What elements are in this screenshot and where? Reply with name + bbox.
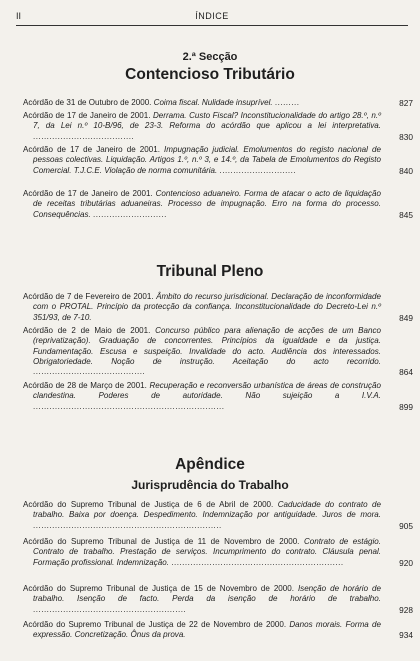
entry-page: 840 — [399, 165, 413, 176]
page-number: II — [16, 11, 22, 21]
index-entry: Acórdão de 2 de Maio de 2001. Concurso público para alienação de acções de um Banco (reprivatização). Graduação de concorrentes. Princípios da igualdade e da justiça. Fundamentação. Escusa e suspeição. Invalidade do acto. Audiência dos interessados. Obrigatoriedade. Noção de instrução. Aceitação do acto recorrido. ......................................... 864 — [23, 326, 413, 378]
section-title: Tribunal Pleno — [156, 263, 264, 280]
entry-page: 905 — [399, 520, 413, 531]
index-entry: Acórdão de 17 de Janeiro de 2001. Contencioso aduaneiro. Forma de atacar o acto de liquidação de receitas tributárias aduaneiras. Processo de impugnação. Erro na forma do processo. Consequências. ........................... 845 — [23, 189, 413, 220]
section-title: Contencioso Tributário — [125, 66, 295, 83]
entry-page: 845 — [399, 209, 413, 220]
entry-page: 928 — [399, 604, 413, 615]
index-entry: Acórdão de 17 de Janeiro de 2001. Impugnação judicial. Emolumentos do registo nacional de pessoas colectivas. Liquidação. Artigos 1.º, n.º 3, e 14.º, da Tabela de Emolumentos do Registo Comercial. T.J.C.E. Violação de norma comunitária. ............................ 840 — [23, 145, 413, 176]
entry-page: 849 — [399, 312, 413, 323]
section-title: Apêndice — [175, 456, 245, 473]
index-entry: Acórdão do Supremo Tribunal de Justiça de 11 de Novembro de 2000. Contrato de estágio. Contrato de trabalho. Prestação de serviços. Incumprimento do contrato. Cláusula penal. Formação profissional. Indemnização. ............................................................... 920 — [23, 537, 413, 568]
entry-page: 830 — [399, 131, 413, 142]
running-title: ÍNDICE — [195, 11, 229, 21]
entry-page: 920 — [399, 557, 413, 568]
entry-page: 934 — [399, 630, 413, 641]
index-entry: Acórdão do Supremo Tribunal de Justiça de 6 de Abril de 2000. Caducidade do contrato de trabalho. Baixa por doença. Despedimento. Indemnização por antiguidade. Juros de mora. ..................................................................... 905 — [23, 500, 413, 531]
index-entry: Acórdão de 17 de Janeiro de 2001. Derrama. Custo Fiscal? Inconstitucionalidade do artigo 28.º, n.º 7, da Lei n.º 10-B/96, de 23-3. Reforma do acórdão que aplicou a lei interpretativa. ..................................... 830 — [23, 111, 413, 142]
index-entry: Acórdão do Supremo Tribunal de Justiça de 15 de Novembro de 2000. Isenção de horário de trabalho. Isenção de facto. Perda da isenção de horário de trabalho. ........................................................ 928 — [23, 584, 413, 615]
running-header — [16, 9, 408, 26]
index-entry: Acórdão de 7 de Fevereiro de 2001. Âmbito do recurso jurisdicional. Declaração de inconformidade com o PROTAL. Princípio da protecção da confiança. Inconstitucionalidade do Decreto-Lei n.º 351/93, de 7-10. 849 — [23, 292, 413, 323]
index-entry: Acórdão do Supremo Tribunal de Justiça de 22 de Novembro de 2000. Danos morais. Forma de expressão. Concretização. Ônus da prova. 934 — [23, 620, 413, 641]
entry-page: 864 — [399, 367, 413, 378]
index-entry: Acórdão de 28 de Março de 2001. Recuperação e reconversão urbanística de áreas de construção clandestina. Poderes de autoridade. Não sujeição a I.V.A. ...................................................................... 899 — [23, 381, 413, 412]
entry-page: 899 — [399, 401, 413, 412]
section-subtitle: Jurisprudência do Trabalho — [131, 478, 289, 492]
entry-page: 827 — [399, 98, 413, 108]
section-label: 2.ª Secção — [182, 51, 238, 63]
index-entry: Acórdão de 31 de Outubro de 2000. Coima fiscal. Nulidade insuprível. ......... 827 — [23, 98, 413, 108]
